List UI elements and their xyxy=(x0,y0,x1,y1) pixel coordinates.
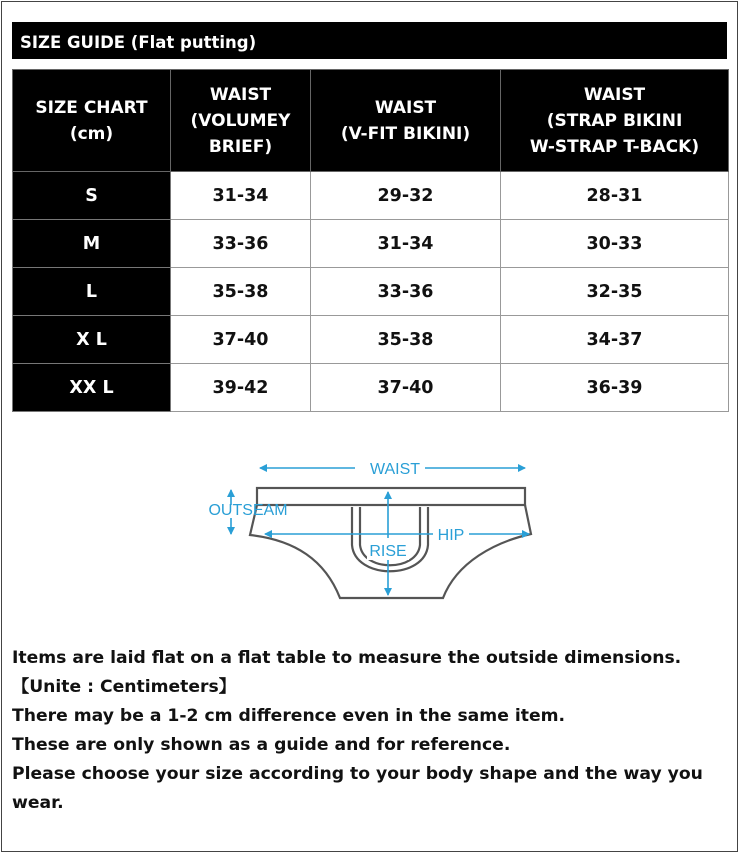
table-cell: 30-33 xyxy=(501,220,729,268)
table-cell: 35-38 xyxy=(311,316,501,364)
table-cell: 37-40 xyxy=(171,316,311,364)
rise-label: RISE xyxy=(369,543,407,560)
table-cell: 32-35 xyxy=(501,268,729,316)
table-cell: 39-42 xyxy=(171,364,311,412)
size-label: XX L xyxy=(13,364,171,412)
note-line: Please choose your size according to your body shape and the way you wear. xyxy=(12,764,703,813)
size-label: M xyxy=(13,220,171,268)
table-header-row xyxy=(13,70,729,172)
table-cell: 37-40 xyxy=(311,364,501,412)
note-line: There may be a 1-2 cm difference even in the same item. xyxy=(12,706,566,726)
size-table xyxy=(12,69,729,412)
table-row xyxy=(13,220,729,268)
hip-label: HIP xyxy=(437,527,465,544)
table-cell: 29-32 xyxy=(311,172,501,220)
table-row xyxy=(13,172,729,220)
size-label: S xyxy=(13,172,171,220)
note-line: These are only shown as a guide and for reference. xyxy=(12,735,511,755)
table-cell: 28-31 xyxy=(501,172,729,220)
header-waist-v-fit-bikini: WAIST (V-FIT BIKINI) xyxy=(311,70,501,172)
brief-measurement-diagram xyxy=(195,450,540,610)
table-cell: 33-36 xyxy=(311,268,501,316)
size-label: L xyxy=(13,268,171,316)
outseam-label: OUTSEAM xyxy=(208,502,288,519)
header-size-chart: SIZE CHART (cm) xyxy=(13,70,171,172)
header-waist-volumey-brief: WAIST (VOLUMEY BRIEF) xyxy=(171,70,311,172)
waist-label: WAIST xyxy=(369,461,421,478)
note-line: Items are laid flat on a flat table to measure the outside dimensions. xyxy=(12,648,682,668)
table-row xyxy=(13,268,729,316)
table-cell: 33-36 xyxy=(171,220,311,268)
page-title: SIZE GUIDE (Flat putting) xyxy=(12,22,727,59)
table-cell: 31-34 xyxy=(171,172,311,220)
table-cell: 34-37 xyxy=(501,316,729,364)
table-cell: 31-34 xyxy=(311,220,501,268)
notes xyxy=(12,644,728,818)
note-line: 【Unite : Centimeters】 xyxy=(12,677,236,697)
table-cell: 35-38 xyxy=(171,268,311,316)
table-cell: 36-39 xyxy=(501,364,729,412)
header-waist-strap-bikini: WAIST (STRAP BIKINI W-STRAP T-BACK) xyxy=(501,70,729,172)
size-label: X L xyxy=(13,316,171,364)
table-row xyxy=(13,364,729,412)
table-row xyxy=(13,316,729,364)
